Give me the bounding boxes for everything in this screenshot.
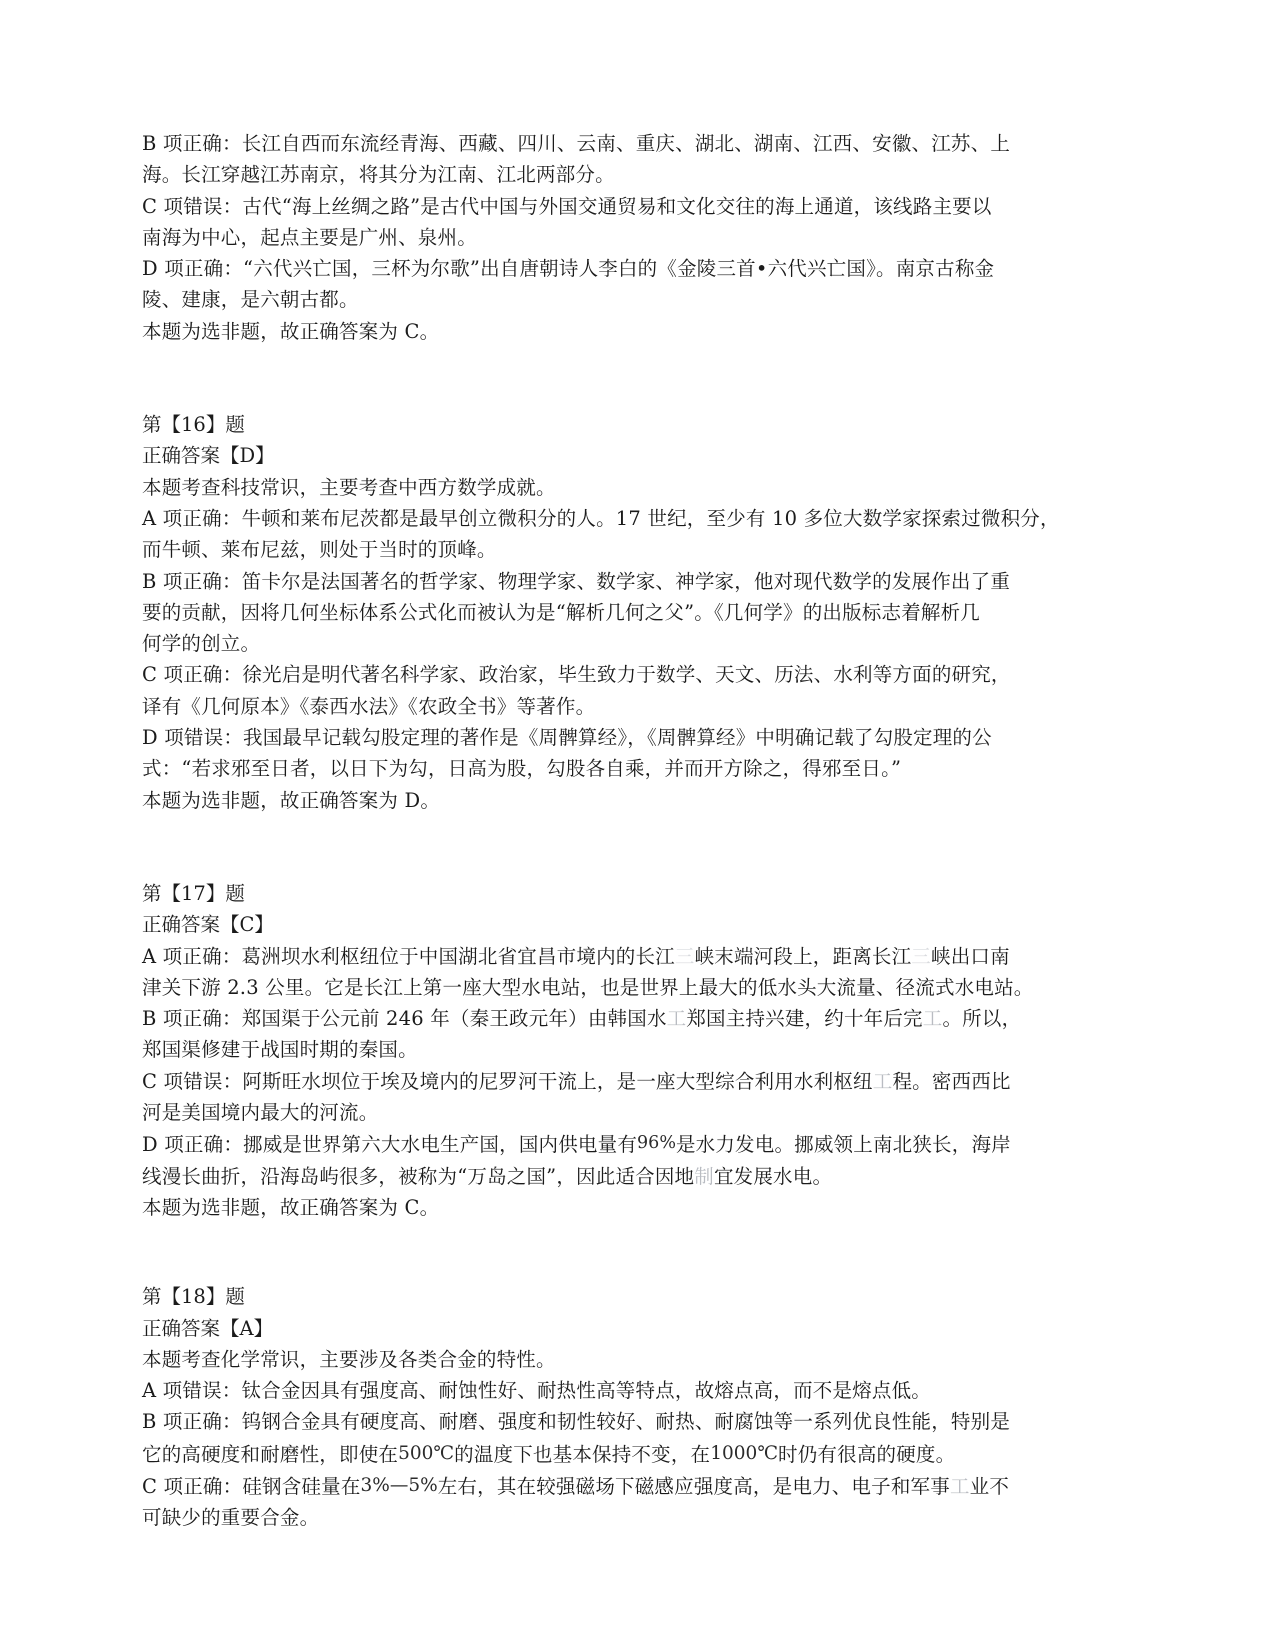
document-body <box>142 128 1135 1534</box>
explanation-block-q18 <box>142 1281 1135 1533</box>
q17-option-b-line1 <box>142 1003 1135 1034</box>
q17-option-a-text-mid: 峡末端河段上，距离长江 <box>694 944 912 968</box>
q17-heading: 第【17】题 <box>142 881 245 905</box>
q16-option-d-line2: 式：“若求邪至日者，以日下为勾，日高为股，勾股各自乘，并而开方除之，得邪至日。” <box>142 757 902 781</box>
q17-option-b-text-pre: B 项正确：郑国渠于公元前 246 年（秦王政元年）由韩国水 <box>142 1007 667 1031</box>
q16-heading: 第【16】题 <box>142 413 245 437</box>
q16-option-a-line1: A 项正确：牛顿和莱布尼茨都是最早创立微积分的人。17 世纪，至少有 10 多位大数学家探索过微积分， <box>142 506 1060 530</box>
q18-option-b-text-mid: 的温度下也基本保持不变，在 <box>454 1442 711 1466</box>
q17-faint-glyph-gong-3: 工 <box>872 1069 893 1093</box>
q17-option-d-line2-pre: 线漫长曲折，沿海岛屿很多，被称为“万岛之国”，因此适合因地 <box>142 1164 695 1188</box>
q17-option-d-line2-post: 宜发展水电。 <box>713 1164 833 1188</box>
q17-option-a-line1 <box>142 941 1135 972</box>
q17-conclusion: 本题为选非题，故正确答案为 C。 <box>142 1195 440 1219</box>
q15-option-d-line2: 陵、建康，是六朝古都。 <box>142 288 359 312</box>
q18-silicon-range-value: 3%—5% <box>360 1474 438 1496</box>
q17-option-d-text-pre: D 项正确：挪威是世界第六大水电生产国，国内供电量有 <box>142 1133 638 1157</box>
q18-option-b-text-pre: 它的高硬度和耐磨性，即使在 <box>142 1442 399 1466</box>
q17-faint-glyph-gong-1: 工 <box>666 1007 687 1031</box>
q18-option-c-text-post: 左右，其在较强磁场下磁感应强度高，是电力、电子和军事 <box>437 1474 950 1498</box>
q17-option-c-line2: 河是美国境内最大的河流。 <box>142 1101 379 1125</box>
q17-faint-glyph-zhi: 制 <box>694 1164 714 1188</box>
block-spacer <box>142 1223 1135 1281</box>
q16-option-d-line1: D 项错误：我国最早记载勾股定理的著作是《周髀算经》，《周髀算经》中明确记载了勾股定理的公 <box>142 726 992 750</box>
q18-option-c-line2: 可缺少的重要合金。 <box>142 1506 320 1530</box>
q18-temp-high-value: 1000℃ <box>710 1442 779 1464</box>
q17-faint-glyph-san-2: 三 <box>911 944 931 968</box>
q16-option-b-line2: 要的贡献，因将几何坐标体系公式化而被认为是“解析几何之父”。《几何学》的出版标志着解析几 <box>142 600 980 624</box>
q18-option-c-line1 <box>142 1470 1135 1502</box>
q17-correct-answer: 正确答案【C】 <box>142 913 274 937</box>
q16-option-c-line2: 译有《几何原本》《泰西水法》《农政全书》等著作。 <box>142 694 596 718</box>
q18-option-b-line1: B 项正确：钨钢合金具有硬度高、耐磨、强度和韧性较好、耐热、耐腐蚀等一系列优良性能，特别是 <box>142 1410 1011 1434</box>
q16-conclusion: 本题为选非题，故正确答案为 D。 <box>142 788 441 812</box>
q15-option-d-line1: D 项正确：“六代兴亡国，三杯为尔歌”出自唐朝诗人李白的《金陵三首•六代兴亡国》。南京古称金 <box>142 257 995 281</box>
q16-option-b-line1: B 项正确：笛卡尔是法国著名的哲学家、物理学家、数学家、神学家，他对现代数学的发展作出了重 <box>142 569 1011 593</box>
q17-option-c-text-post: 程。密西西比 <box>892 1069 1011 1093</box>
q17-faint-glyph-gong-2: 工 <box>922 1007 943 1031</box>
q18-temp-low-value: 500℃ <box>398 1442 455 1464</box>
q18-option-c-text-tail: 业不 <box>969 1474 1010 1498</box>
q17-option-c-text-pre: C 项错误：阿斯旺水坝位于埃及境内的尼罗河干流上，是一座大型综合利用水利枢纽 <box>142 1069 873 1093</box>
q17-option-d-text-post: 是水力发电。挪威领上南北狭长，海岸 <box>675 1133 1011 1157</box>
q18-intro: 本题考查化学常识，主要涉及各类合金的特性。 <box>142 1347 556 1371</box>
q16-option-c-line1: C 项正确：徐光启是明代著名科学家、政治家，毕生致力于数学、天文、历法、水利等方面的研究， <box>142 663 1011 687</box>
q16-intro: 本题考查科技常识，主要考查中西方数学成就。 <box>142 475 556 499</box>
explanation-block-q17 <box>142 878 1135 1223</box>
q17-option-d-line1 <box>142 1128 1135 1160</box>
q18-option-b-text-post: 时仍有很高的硬度。 <box>778 1442 956 1466</box>
q17-option-c-line1 <box>142 1066 1135 1097</box>
q17-option-b-text-mid: 郑国主持兴建，约十年后完 <box>686 1007 923 1031</box>
block-spacer <box>142 347 1135 409</box>
q15-conclusion: 本题为选非题，故正确答案为 C。 <box>142 319 440 343</box>
q18-option-a-line1: A 项错误：钛合金因具有强度高、耐蚀性好、耐热性高等特点，故熔点高，而不是熔点低。 <box>142 1379 931 1403</box>
q18-option-c-text-pre: C 项正确：硅钢含硅量在 <box>142 1474 361 1498</box>
q18-faint-glyph-gong: 工 <box>949 1474 970 1498</box>
q15-option-b-line1: B 项正确：长江自西而东流经青海、西藏、四川、云南、重庆、湖北、湖南、江西、安徽、江苏、上 <box>142 132 1011 155</box>
explanation-block-q16 <box>142 409 1135 816</box>
q18-correct-answer: 正确答案【A】 <box>142 1316 274 1340</box>
explanation-block-q15-tail <box>142 128 1135 347</box>
q17-hydro-percent-value: 96% <box>637 1133 676 1154</box>
q15-option-b-line2: 海。长江穿越江苏南京，将其分为江南、江北两部分。 <box>142 163 615 187</box>
q16-option-b-line3: 何学的创立。 <box>142 632 261 656</box>
q17-option-b-line2: 郑国渠修建于战国时期的秦国。 <box>142 1038 418 1062</box>
q17-option-d-line2 <box>142 1161 1135 1192</box>
q16-option-a-line2: 而牛顿、莱布尼兹，则处于当时的顶峰。 <box>142 538 497 562</box>
q18-option-b-line2 <box>142 1438 1135 1470</box>
q17-option-a-text-post: 峡出口南 <box>931 944 1010 968</box>
q17-option-a-line2: 津关下游 2.3 公里。它是长江上第一座大型水电站，也是世界上最大的低水头大流量、径流式水电站。 <box>142 975 1034 999</box>
q15-option-c-line1: C 项错误：古代“海上丝绸之路”是古代中国与外国交通贸易和文化交往的海上通道，该线路主要以 <box>142 194 992 218</box>
q17-option-b-text-post: 。所以， <box>942 1007 1022 1031</box>
q15-option-c-line2: 南海为中心，起点主要是广州、泉州。 <box>142 225 477 249</box>
q16-correct-answer: 正确答案【D】 <box>142 444 275 468</box>
q18-heading: 第【18】题 <box>142 1285 245 1309</box>
q17-option-a-text-pre: A 项正确：葛洲坝水利枢纽位于中国湖北省宜昌市境内的长江 <box>142 944 675 968</box>
block-spacer <box>142 816 1135 878</box>
q17-faint-glyph-san-1: 三 <box>674 944 695 968</box>
